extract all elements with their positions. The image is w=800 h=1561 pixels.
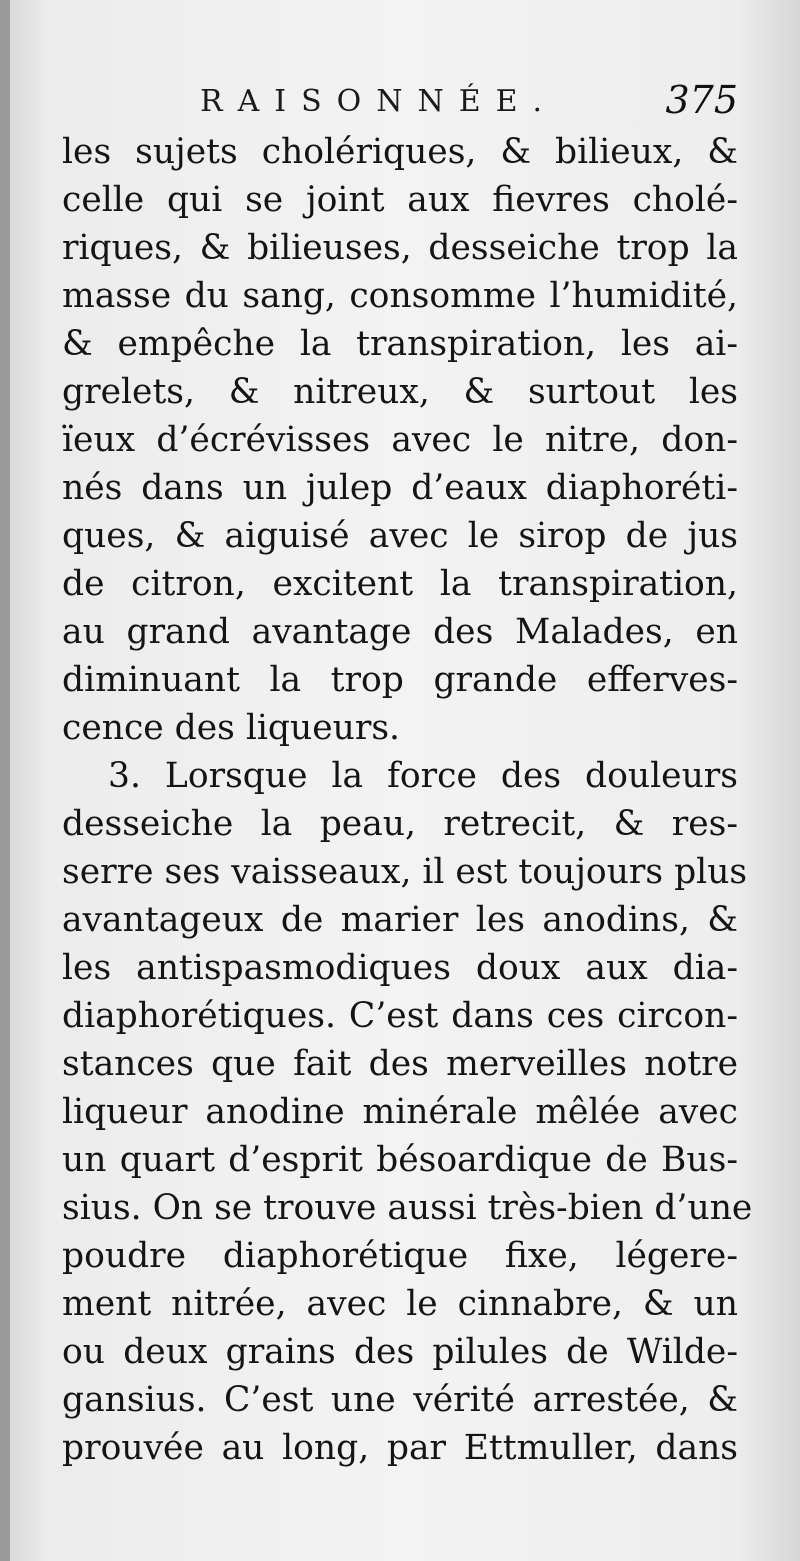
- text-line: poudre diaphorétique fixe, légere-: [62, 1236, 738, 1276]
- text-line: sius. On se trouve aussi très-bien d’une: [62, 1188, 753, 1228]
- text-line: ques, & aiguisé avec le sirop de jus: [62, 516, 738, 556]
- text-line: masse du sang, consomme l’humidité,: [62, 276, 738, 316]
- text-line: de citron, excitent la transpiration,: [62, 564, 738, 604]
- text-line: avantageux de marier les anodins, &: [62, 900, 738, 940]
- text-line: serre ses vaisseaux, il est toujours plus: [62, 852, 748, 892]
- text-line: un quart d’esprit bésoardique de Bus-: [62, 1140, 738, 1180]
- text-line: liqueur anodine minérale mêlée avec: [62, 1092, 738, 1132]
- text-line: desseiche la peau, retrecit, & res-: [62, 804, 738, 844]
- text-line: & empêche la transpiration, les ai-: [62, 324, 738, 364]
- page-number: 375: [665, 78, 738, 122]
- text-line: diminuant la trop grande efferves-: [62, 660, 738, 700]
- running-head: [60, 78, 740, 128]
- text-line: ou deux grains des pilules de Wilde-: [62, 1332, 738, 1372]
- text-line: stances que fait des merveilles notre: [62, 1044, 738, 1084]
- text-line: celle qui se joint aux fievres cholé-: [62, 180, 738, 220]
- text-line: grelets, & nitreux, & surtout les: [62, 372, 738, 412]
- text-line: au grand avantage des Malades, en: [62, 612, 738, 652]
- text-line: riques, & bilieuses, desseiche trop la: [62, 228, 738, 268]
- text-line: prouvée au long, par Ettmuller, dans: [62, 1428, 738, 1468]
- page-gutter-edge: [0, 0, 10, 1561]
- paragraph-start-line: 3. Lorsque la force des douleurs: [108, 756, 738, 796]
- text-line: les sujets cholériques, & bilieux, &: [62, 132, 738, 172]
- paragraph-end-line: cence des liqueurs.: [62, 708, 401, 748]
- text-line: les antispasmodiques doux aux dia-: [62, 948, 738, 988]
- body-text: [62, 128, 753, 1472]
- running-title: RAISONNÉE.: [200, 84, 558, 119]
- text-line: gansius. C’est une vérité arrestée, &: [62, 1380, 738, 1420]
- text-line: nés dans un julep d’eaux diaphoréti-: [62, 468, 738, 508]
- text-line: diaphorétiques. C’est dans ces circon-: [62, 996, 738, 1036]
- text-line: ïeux d’écrévisses avec le nitre, don-: [62, 420, 738, 460]
- text-line: ment nitrée, avec le cinnabre, & un: [62, 1284, 738, 1324]
